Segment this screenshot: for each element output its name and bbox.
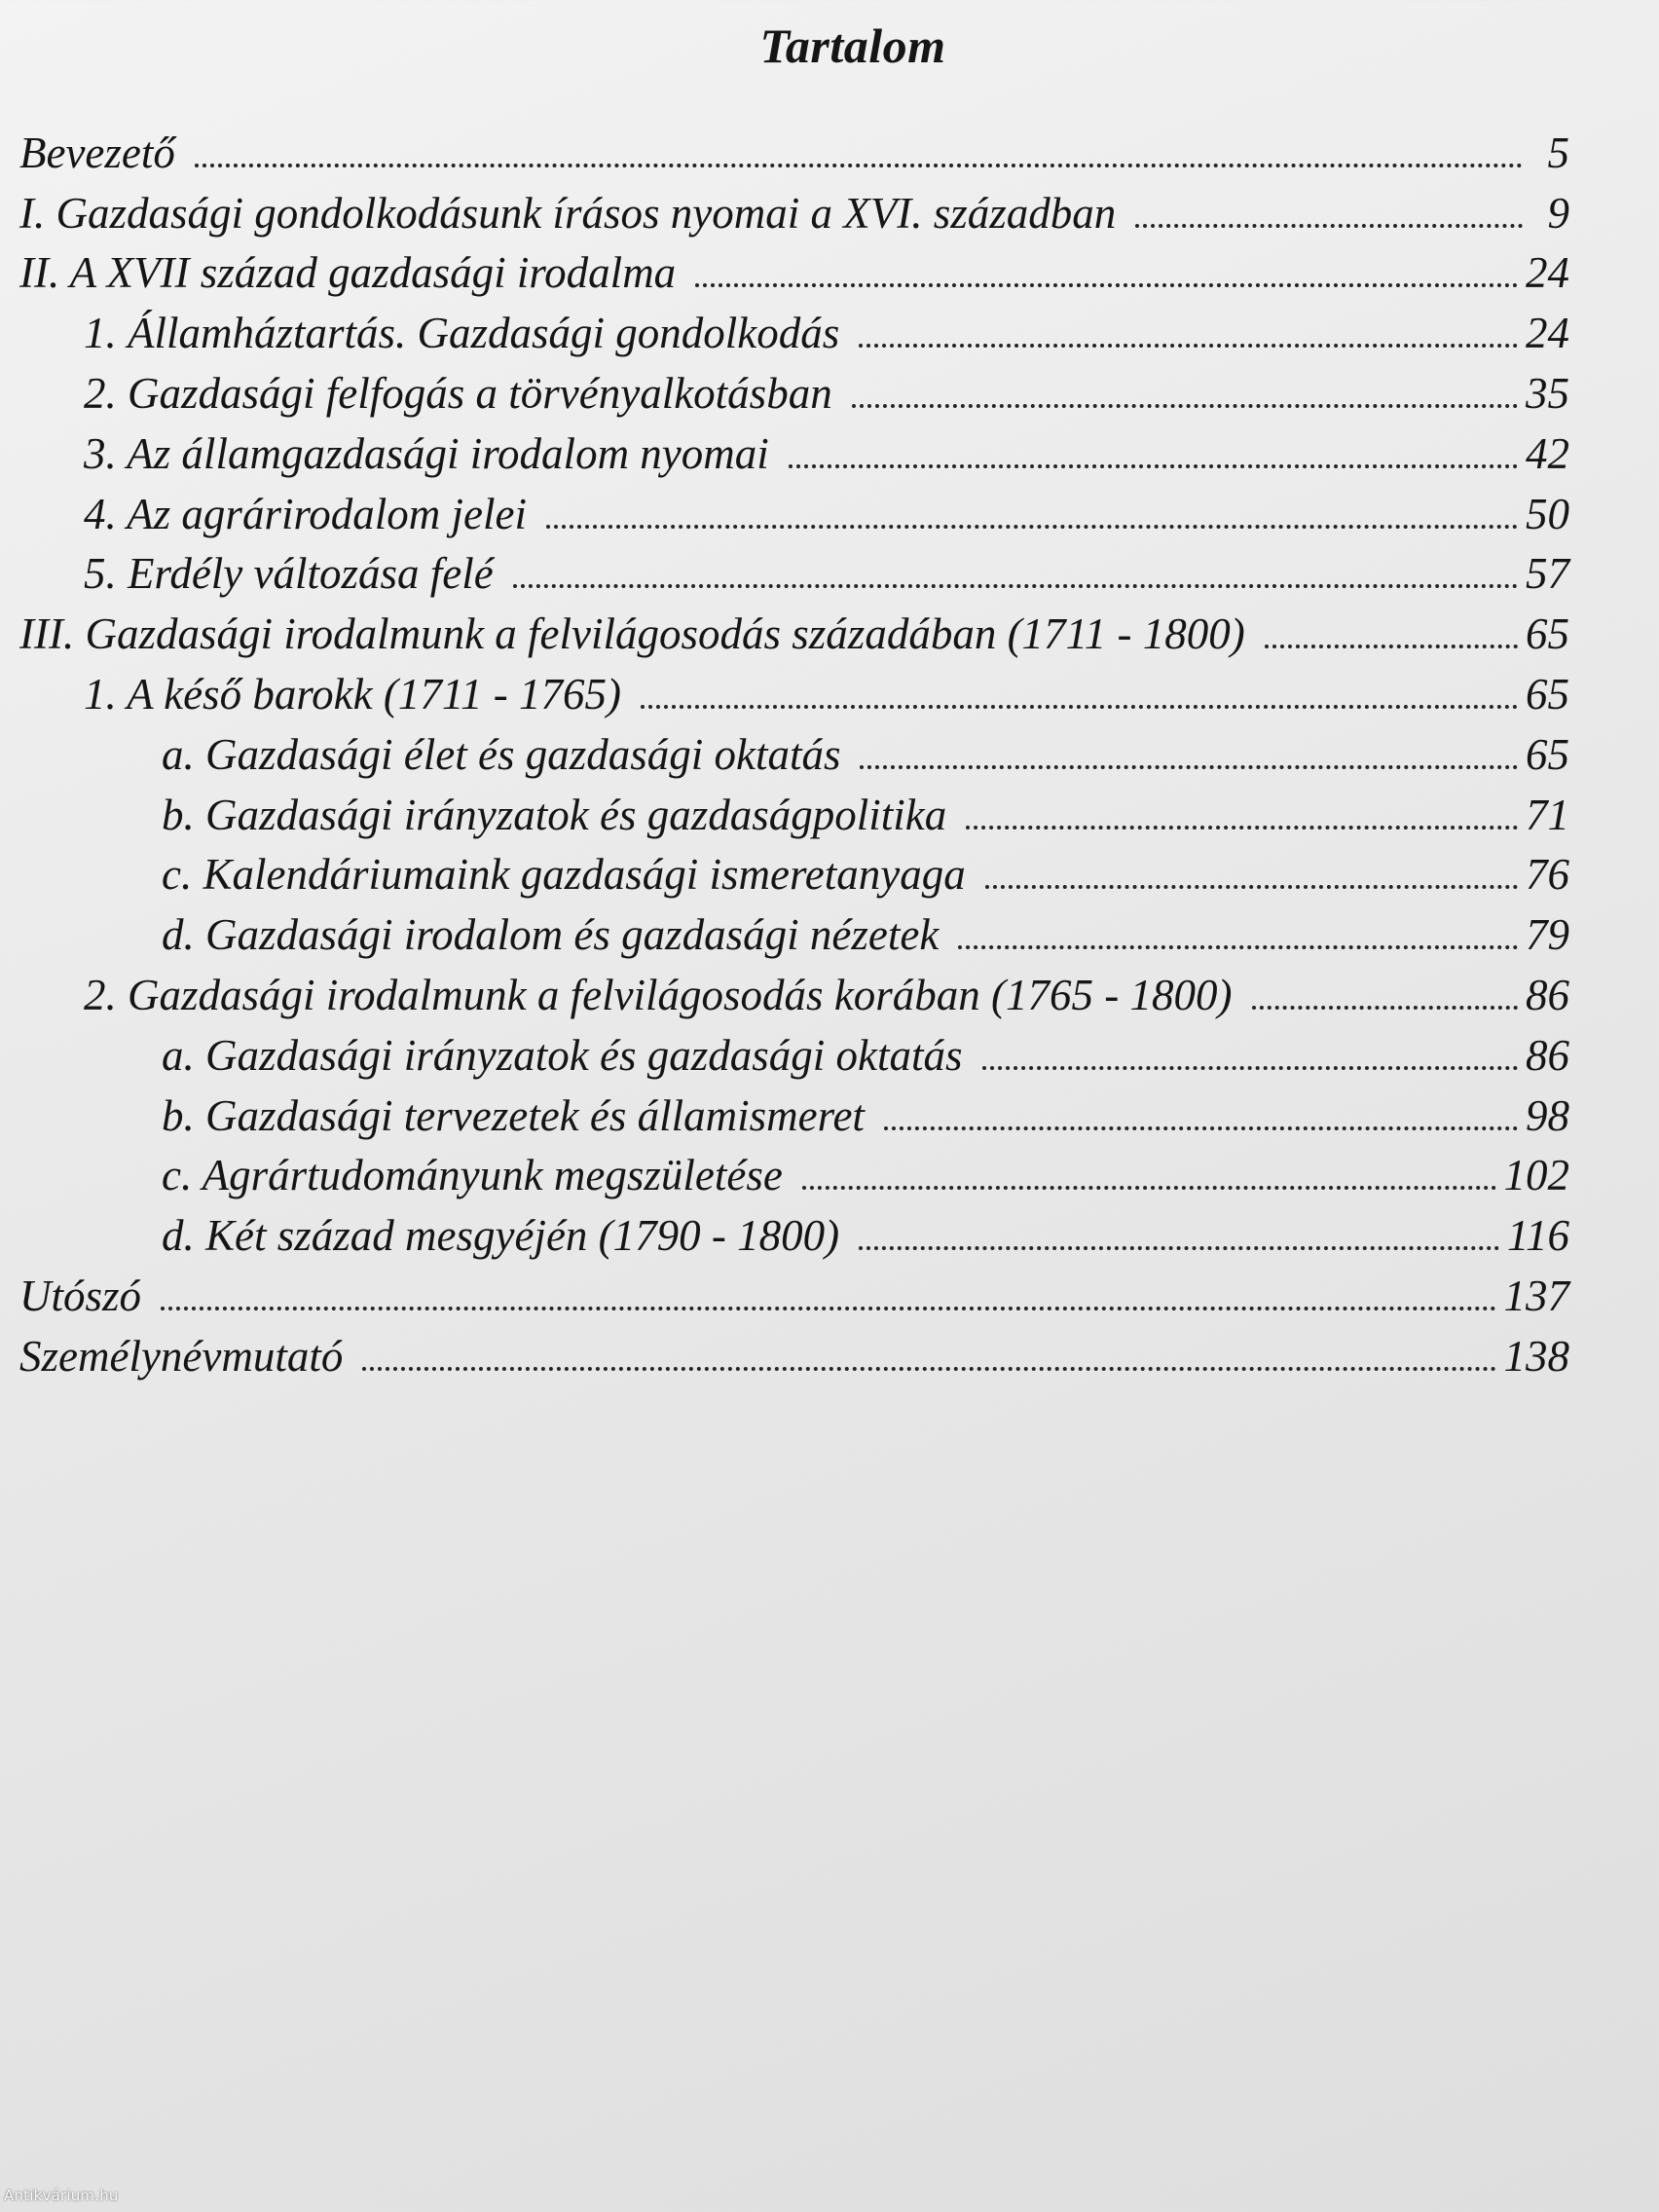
toc-entry-title: 3. Az államgazdasági irodalom nyomai — [84, 428, 769, 478]
toc-entry-title: a. Gazdasági élet és gazdasági oktatás — [162, 729, 841, 779]
toc-page-number: 50 — [1526, 489, 1569, 538]
dotted-leader — [546, 525, 1518, 529]
dotted-leader — [958, 945, 1518, 949]
dotted-leader — [852, 404, 1518, 408]
toc-entry-title: 1. A késő barokk (1711 - 1765) — [84, 669, 621, 719]
toc-page-number: 24 — [1526, 309, 1569, 358]
dotted-leader — [362, 1367, 1495, 1371]
toc-page-number: 65 — [1526, 609, 1569, 659]
toc-page-number: 137 — [1503, 1271, 1569, 1320]
toc-entry — [0, 897, 1569, 960]
toc-page-number: 102 — [1503, 1151, 1569, 1200]
toc-entry-title: 4. Az agrárirodalom jelei — [84, 489, 528, 538]
toc-page-number: 79 — [1526, 910, 1569, 960]
toc-entry — [0, 476, 1569, 536]
toc-page-number: 138 — [1503, 1331, 1569, 1381]
toc-entry — [0, 1198, 1569, 1261]
toc-entry — [0, 957, 1569, 1017]
dotted-leader — [802, 1186, 1496, 1190]
dotted-leader — [695, 283, 1518, 287]
toc-entry-title: c. Agrártudományunk megszületése — [162, 1151, 783, 1200]
toc-entry — [0, 1017, 1569, 1078]
toc-entry — [0, 1258, 1569, 1318]
toc-entry-title: d. Két század mesgyéjén (1790 - 1800) — [162, 1211, 840, 1261]
toc-entry-title: Személynévmutató — [19, 1331, 344, 1381]
toc-entry — [0, 656, 1569, 717]
toc-page-number: 86 — [1526, 1030, 1569, 1080]
toc-page-number: 5 — [1547, 128, 1569, 177]
toc-entry-title: 2. Gazdasági irodalmunk a felvilágosodás korában (1765 - 1800) — [84, 970, 1233, 1019]
toc-page-number: 42 — [1526, 428, 1569, 478]
toc-entry-title: 1. Államháztartás. Gazdasági gondolkodás — [84, 309, 840, 358]
toc-entry-title: Bevezető — [19, 128, 175, 177]
toc-entry — [0, 1318, 1569, 1379]
toc-entry-title: 2. Gazdasági felfogás a törvényalkotásban — [84, 368, 832, 418]
toc-entry — [0, 295, 1569, 358]
toc-page-number: 24 — [1526, 248, 1569, 298]
dotted-leader — [859, 1246, 1499, 1250]
dotted-leader — [884, 1126, 1518, 1130]
toc-entry-title: a. Gazdasági irányzatok és gazdasági oktatás — [162, 1030, 963, 1080]
toc-entry — [0, 777, 1569, 837]
toc-entry — [0, 115, 1569, 175]
toc-page-number: 57 — [1526, 549, 1569, 599]
toc-entry — [0, 236, 1569, 296]
toc-page-number: 65 — [1526, 729, 1569, 779]
toc-entry-title: I. Gazdasági gondolkodásunk írásos nyomai a XVI. században — [19, 188, 1117, 238]
toc-page-number: 116 — [1506, 1211, 1569, 1261]
toc-entry — [0, 536, 1569, 597]
toc-page-number: 65 — [1526, 669, 1569, 719]
page-title: Tartalom — [759, 18, 946, 73]
toc-entry-title: d. Gazdasági irodalom és gazdasági nézetek — [162, 910, 940, 960]
dotted-leader — [860, 765, 1518, 769]
dotted-leader — [859, 344, 1518, 348]
toc-entry — [0, 837, 1569, 898]
toc-entry-title: c. Kalendáriumaink gazdasági ismeretanyaga — [162, 850, 966, 900]
toc-page-number: 35 — [1526, 368, 1569, 418]
toc-entry-title: III. Gazdasági irodalmunk a felvilágosodás századában (1711 - 1800) — [19, 609, 1245, 659]
toc-entry-title: b. Gazdasági tervezetek és államismeret — [162, 1090, 865, 1140]
dotted-leader — [1252, 1006, 1518, 1010]
dotted-leader — [985, 885, 1518, 889]
toc-entry — [0, 596, 1569, 659]
toc-entry — [0, 717, 1569, 777]
table-of-contents — [0, 115, 1569, 1379]
toc-entry — [0, 416, 1569, 476]
dotted-leader — [1135, 224, 1523, 228]
toc-entry-title: b. Gazdasági irányzatok és gazdaságpolitika — [162, 790, 947, 839]
toc-entry — [0, 1078, 1569, 1138]
toc-entry-title: 5. Erdély változása felé — [84, 549, 494, 599]
dotted-leader — [982, 1066, 1518, 1070]
dotted-leader — [789, 464, 1518, 468]
dotted-leader — [195, 164, 1523, 167]
toc-page-number: 86 — [1526, 970, 1569, 1019]
dotted-leader — [966, 826, 1518, 830]
toc-entry-title: II. A XVII század gazdasági irodalma — [19, 248, 677, 298]
toc-entry — [0, 355, 1569, 416]
dotted-leader — [641, 705, 1518, 709]
toc-page-number: 9 — [1547, 188, 1569, 238]
toc-entry — [0, 175, 1569, 236]
toc-page-number: 71 — [1526, 790, 1569, 839]
watermark-label: Antikvárium.hu — [4, 2187, 119, 2204]
toc-page-number: 76 — [1526, 850, 1569, 900]
dotted-leader — [513, 584, 1518, 588]
toc-entry-title: Utószó — [19, 1271, 142, 1320]
dotted-leader — [161, 1307, 1495, 1310]
dotted-leader — [1265, 645, 1518, 648]
toc-page-number: 98 — [1526, 1090, 1569, 1140]
toc-entry — [0, 1138, 1569, 1198]
